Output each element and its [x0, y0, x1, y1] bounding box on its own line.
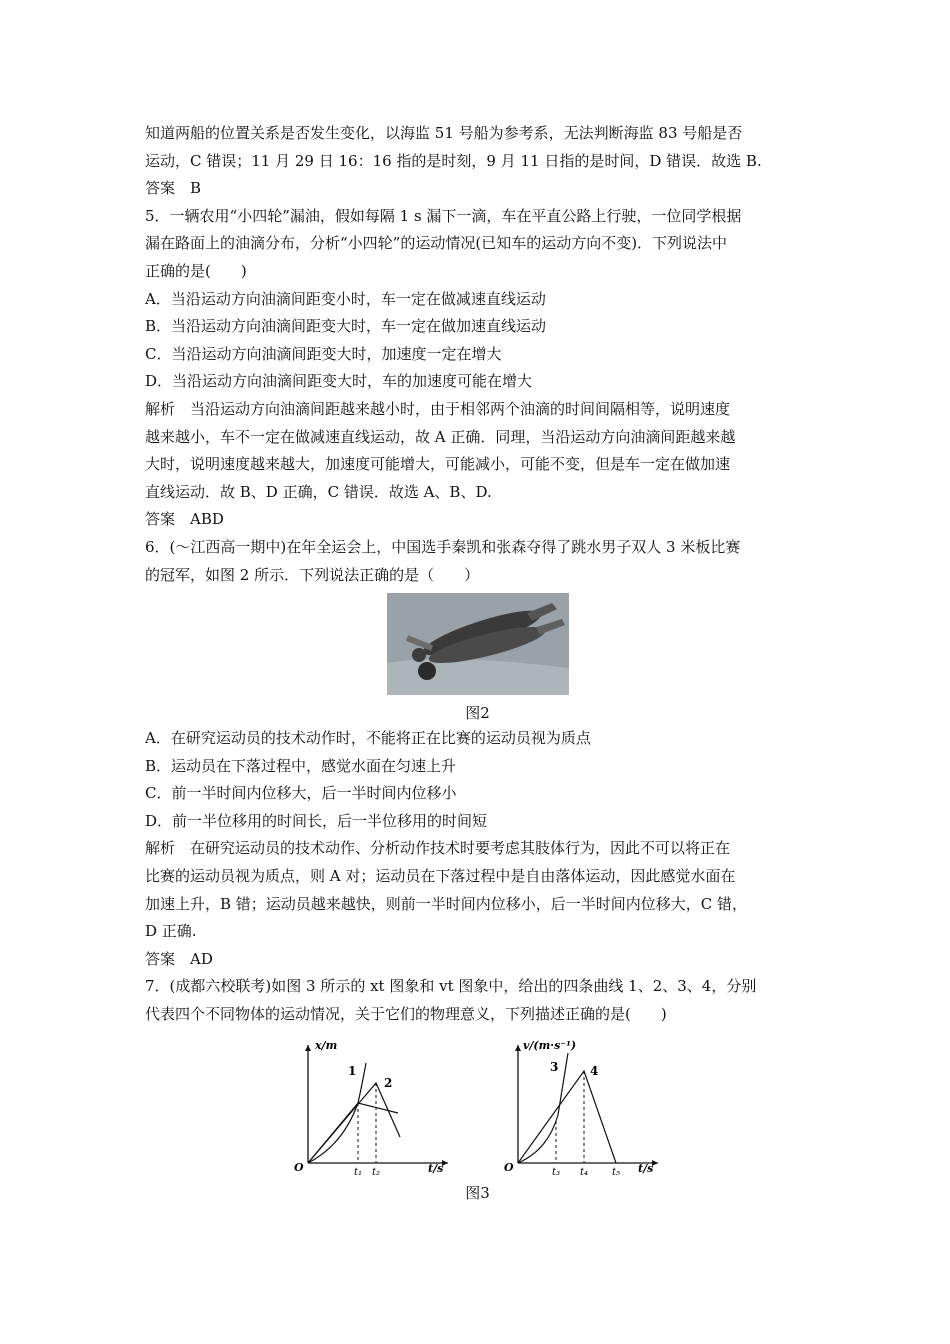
- analysis-line: 解析 当沿运动方向油滴间距越来越小时，由于相邻两个油滴的时间间隔相等，说明速度: [145, 399, 731, 418]
- question-stem: 漏在路面上的油滴分布，分析“小四轮”的运动情况(已知车的运动方向不变)．下列说法中: [145, 234, 728, 253]
- option-c: C．前一半时间内位移大，后一半时间内位移小: [145, 784, 457, 803]
- curve-4: [518, 1071, 616, 1163]
- analysis-line: 大时，说明速度越来越大，加速度可能增大，可能减小，可能不变，但是车一定在做加速: [145, 455, 731, 474]
- figure-caption: 图3: [465, 1183, 490, 1202]
- tick-t3: t₃: [551, 1166, 560, 1175]
- origin-label: O: [503, 1160, 514, 1174]
- x-axis-label: t/s: [427, 1161, 443, 1175]
- curve-2-line: [308, 1083, 400, 1163]
- tick-t4: t₄: [579, 1166, 588, 1175]
- option-c: C．当沿运动方向油滴间距变大时，加速度一定在增大: [145, 344, 502, 363]
- question-stem: 的冠军，如图 2 所示．下列说法正确的是（ ）: [145, 565, 480, 584]
- curve-1: [308, 1063, 366, 1163]
- question-stem: 6．(～江西高一期中)在年全运会上，中国选手秦凯和张森夺得了跳水男子双人 3 米板比赛: [145, 537, 741, 556]
- divers-illustration: [387, 593, 569, 695]
- analysis-line: D 正确.: [145, 922, 197, 941]
- curve-label-1: 1: [347, 1063, 356, 1078]
- option-b: B．运动员在下落过程中，感觉水面在匀速上升: [145, 756, 457, 775]
- question-stem: 7．(成都六校联考)如图 3 所示的 xt 图象和 vt 图象中，给出的四条曲线 1、2、3、4，分别: [145, 977, 757, 996]
- figure-2: [145, 593, 810, 695]
- y-axis-arrow: [515, 1045, 521, 1051]
- answer-line: 答案 ABD: [145, 510, 224, 529]
- option-d: D．前一半位移用的时间长，后一半位移用的时间短: [145, 811, 488, 830]
- analysis-line: 比赛的运动员视为质点，则 A 对；运动员在下落过程中是自由落体运动，因此感觉水面在: [145, 867, 736, 886]
- y-axis-label: v/(m·s⁻¹): [522, 1038, 576, 1052]
- x-axis-label: t/s: [637, 1161, 653, 1175]
- figure-caption: 图2: [465, 704, 490, 723]
- curve-3: [518, 1053, 568, 1163]
- option-d: D．当沿运动方向油滴间距变大时，车的加速度可能在增大: [145, 372, 533, 391]
- option-b: B．当沿运动方向油滴间距变大时，车一定在做加速直线运动: [145, 317, 547, 336]
- text-line: 知道两船的位置关系是否发生变化，以海监 51 号船为参考系，无法判断海监 83 号船是否: [145, 124, 743, 142]
- curve-label-4: 4: [589, 1063, 598, 1078]
- origin-label: O: [293, 1160, 304, 1174]
- curve-label-3: 3: [549, 1059, 558, 1074]
- question-stem: 代表四个不同物体的运动情况，关于它们的物理意义，下列描述正确的是( ): [145, 1005, 667, 1024]
- question-stem: 正确的是( ): [145, 261, 247, 280]
- tick-t1: t₁: [353, 1166, 362, 1175]
- text-line: 运动，C 错误；11 月 29 日 16：16 指的是时刻，9 月 11 日指的是时间，D 错误．故选 B.: [145, 151, 762, 170]
- tick-t2: t₂: [371, 1166, 380, 1175]
- y-axis-label: x/m: [314, 1038, 337, 1052]
- option-a: A．当沿运动方向油滴间距变小时，车一定在做减速直线运动: [145, 289, 546, 308]
- curve-label-2: 2: [383, 1075, 392, 1090]
- diving-photo: [387, 593, 569, 695]
- vt-graph: [498, 1035, 668, 1175]
- analysis-line: 越来越小，车不一定在做减速直线运动，故 A 正确．同理，当沿运动方向油滴间距越来越: [145, 427, 736, 446]
- option-a: A．在研究运动员的技术动作时，不能将正在比赛的运动员视为质点: [145, 729, 591, 748]
- xt-graph: [288, 1035, 458, 1175]
- tick-t5: t₅: [611, 1166, 620, 1175]
- document-page: [145, 120, 810, 1205]
- y-axis-arrow: [305, 1045, 311, 1051]
- analysis-line: 加速上升，B 错；运动员越来越快，则前一半时间内位移小，后一半时间内位移大，C 错，: [145, 894, 748, 913]
- answer-line: 答案 AD: [145, 949, 213, 968]
- figure-3: [145, 1035, 810, 1175]
- analysis-line: 直线运动．故 B、D 正确，C 错误．故选 A、B、D.: [145, 482, 492, 501]
- question-stem: 5．一辆农用“小四轮”漏油，假如每隔 1 s 漏下一滴，车在平直公路上行驶，一位同学根据: [145, 206, 742, 225]
- answer-line: 答案 B: [145, 179, 202, 198]
- analysis-line: 解析 在研究运动员的技术动作、分析动作技术时要考虑其肢体行为，因此不可以将正在: [145, 839, 731, 858]
